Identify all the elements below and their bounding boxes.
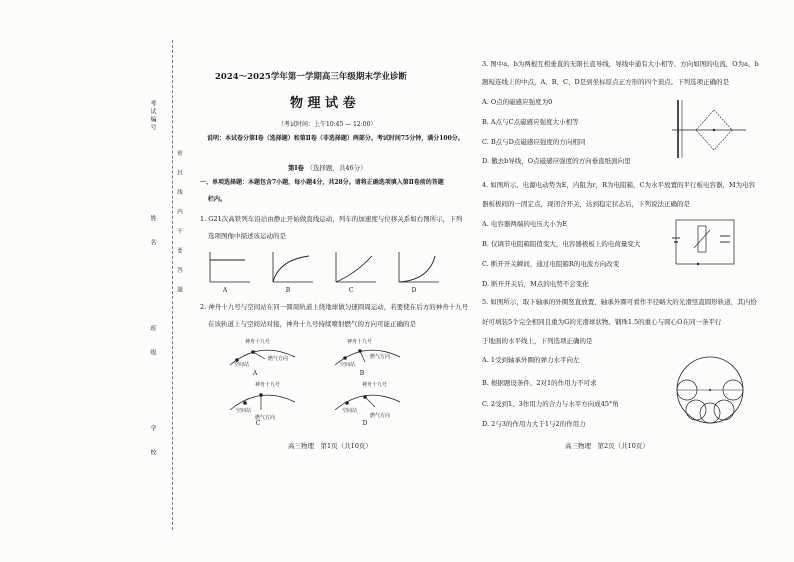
q5-option-a: A. 1受到轴承外圈的弹力水平向左 — [482, 356, 580, 364]
seal-line — [172, 40, 173, 530]
class-label: 班 级 — [149, 325, 156, 357]
exam-title: 2024～2025学年第一学期高三年级期末学业诊断 — [215, 72, 407, 82]
q2-text: 2. 神舟十九号与空间站在同一圆周轨道上绕地球做匀速圆周运动，若要使在后方的神舟十九号 — [200, 303, 469, 311]
q5-text: 5. 如图所示，取下轴承的外圈竖直放置，轴承外圈可看作半径略大的光滑竖直圆形轨道，其内恰 — [482, 298, 757, 306]
section-heading — [288, 164, 367, 172]
q2-option-d: D — [362, 420, 368, 427]
name-label: 姓 名 — [149, 215, 156, 247]
q3-option-c: C. B点与D点磁感应强度的方向相同 — [482, 138, 586, 146]
q2-option-a: A — [252, 370, 258, 377]
q1-option-b: B — [285, 287, 291, 294]
q1-option-d: D — [411, 287, 417, 294]
q5-text-cont2: 于地面的水平线上，下列选项正确的是 — [482, 337, 593, 345]
q4-option-b: B. 仅调节电阻箱阻值变大，电容器极板上的电荷量变大 — [482, 240, 641, 248]
q2-option-c: C — [255, 420, 261, 427]
part-one-title: 一、单项选择题：本题包含7小题，每小题4分，共28分。请将正确选项填入第Ⅱ卷前的答题 — [200, 179, 444, 186]
school-label: 学 校 — [149, 425, 156, 457]
instructions: 说明：本试卷分第Ⅰ卷（选择题）和第Ⅱ卷（非选择题）两部分。考试时间75分钟，满分100分。 — [207, 135, 464, 142]
part-one-title-cont: 栏内。 — [208, 196, 227, 203]
q1-graph-d — [399, 252, 439, 282]
q1-graphs — [205, 250, 450, 290]
q5-bearing-diagram — [675, 355, 745, 425]
section-note: （选择题，共46分） — [306, 164, 367, 172]
q2-b-gas: 燃气方向 — [370, 354, 391, 360]
q1-text: 1. G21次高铁列车沿站由静止开始做直线运动，列车的加速度与位移关系如右图所示，下列 — [200, 215, 463, 223]
q2-c-station: 空间站 — [236, 408, 252, 414]
q5-text-cont: 好可填装5个完全相同且重为G的光滑球状物。钢珠1.5的重心与圆心O在同一条平行 — [482, 318, 722, 326]
exam-time: （考试时间：上午10:45 — 12:00） — [278, 121, 377, 128]
q1-graph-b — [273, 252, 313, 282]
q2-d-ship: 神舟十九号 — [362, 382, 388, 388]
q3-diagram — [672, 98, 747, 160]
q2-b-station: 空间站 — [340, 362, 356, 368]
q4-option-d: D. 断开开关后，M点的电势不会变化 — [482, 280, 589, 288]
q5-option-c: C. 2受到1、3作用力的合力与水平方向成45°角 — [482, 400, 619, 408]
q3-option-b: B. A点与C点磁感应强度大小相等 — [482, 118, 579, 126]
seal-line-text: 密封线内不要答题 — [176, 150, 182, 306]
q5-option-d: D. 2与3的作用力大于1与2的作用力 — [482, 420, 586, 428]
q1-option-a: A — [222, 287, 228, 294]
exam-no-label: 考试编号 — [149, 100, 156, 132]
q5-option-b: B. 根据题设条件，2对1的作用力不可求 — [482, 379, 597, 387]
q2-d-gas: 燃气方向 — [370, 413, 391, 419]
q1-option-c: C — [348, 287, 354, 294]
q2-a-station: 空间站 — [234, 362, 250, 368]
q4-circuit — [668, 212, 740, 274]
q2-c-ship: 神舟十九号 — [255, 382, 281, 388]
q2-a-gas: 燃气方向 — [268, 356, 289, 362]
q3-text: 3. 图中a、b为两根互相垂直的无限长直导线，导线中通有大小相等、方向如图的电流，O为a、b — [482, 60, 759, 68]
q1-graph-a — [210, 252, 250, 282]
page1-footer: 高三物理 第1页（共10页） — [288, 442, 372, 450]
q1-text-cont: 选项图像中描述该运动的是 — [208, 232, 286, 240]
q2-text-cont: 在该轨道上与空间站对接，神舟十九号持续喷射燃气的方向可能正确的是 — [208, 320, 416, 328]
subject-title: 物 理 试 卷 — [290, 96, 356, 111]
q2-a-ship: 神舟十九号 — [245, 339, 271, 345]
q4-option-a: A. 电容器两端的电压大小为E — [482, 220, 568, 228]
section-label: 第Ⅰ卷 — [288, 164, 305, 172]
q1-graph-c — [336, 252, 376, 282]
q2-option-b: B — [359, 370, 365, 377]
q2-d-station: 空间站 — [342, 408, 358, 414]
q3-option-d: D. 撤去b导线，O点磁感应强度的方向垂直纸面向里 — [482, 157, 631, 165]
q4-option-c: C. 断开开关瞬间，通过电阻箱R的电流方向改变 — [482, 260, 620, 268]
q2-c-gas: 燃气方向 — [255, 415, 276, 421]
q4-text-cont: 器板极间的一固定点，现闭合开关，达到稳定状态后，下列说法正确的是 — [482, 200, 690, 208]
q3-option-a: A. O点的磁感应强度为0 — [482, 98, 553, 106]
q4-text: 4. 如图所示，电源电动势为E，内阻为r，R为电阻箱，C为水平放置的平行板电容器，M为电容 — [482, 181, 756, 189]
page2-footer: 高三物理 第2页（共10页） — [565, 442, 649, 450]
q3-text-cont: 题短连线上的中点，A、B、C、D是到坐标原点正方形的四个顶点。下列选项正确的是 — [482, 78, 730, 86]
q2-b-ship: 神舟十九号 — [347, 339, 373, 345]
